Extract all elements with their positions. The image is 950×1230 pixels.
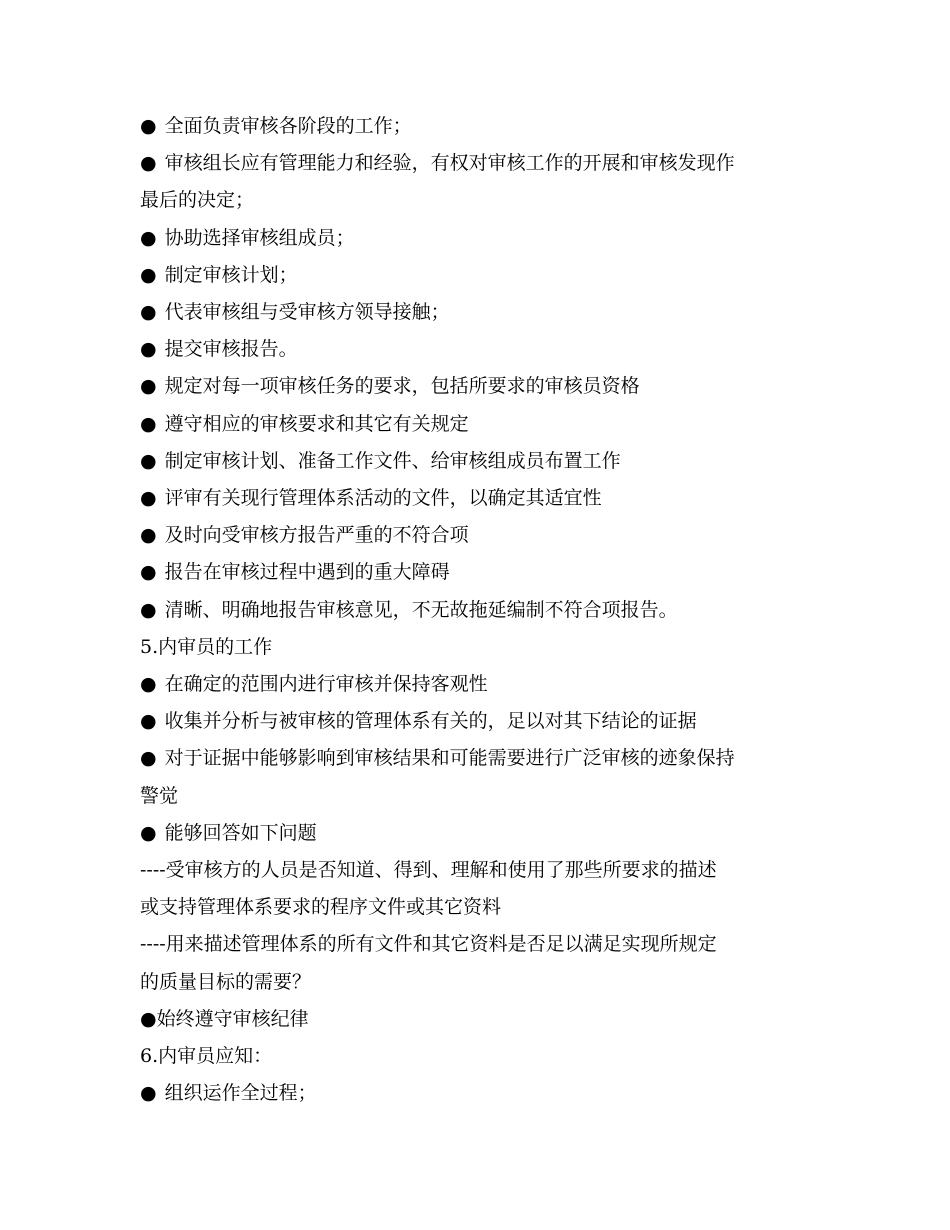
line-text: 清晰、明确地报告审核意见，不无故拖延编制不符合项报告。	[164, 598, 678, 621]
bullet-icon: ●	[140, 1007, 157, 1030]
bullet-icon: ●	[140, 524, 157, 547]
line-text: 报告在审核过程中遇到的重大障碍	[164, 561, 450, 584]
bullet-item	[140, 815, 830, 852]
bullet-icon: ●	[140, 301, 157, 324]
bullet-item	[140, 1075, 830, 1112]
bullet-icon: ●	[140, 598, 157, 621]
bullet-icon: ●	[140, 375, 157, 398]
bullet-icon: ●	[140, 673, 157, 696]
bullet-icon: ●	[140, 412, 157, 435]
line-text: 在确定的范围内进行审核并保持客观性	[164, 673, 488, 696]
bullet-icon: ●	[140, 487, 157, 510]
text-line	[140, 629, 830, 666]
text-line	[140, 852, 830, 889]
bullet-icon: ●	[140, 226, 157, 249]
bullet-item	[140, 406, 830, 443]
line-text: 能够回答如下问题	[164, 821, 317, 844]
line-text: 最后的决定；	[140, 189, 255, 212]
bullet-item	[140, 145, 830, 182]
line-text: 全面负责审核各阶段的工作；	[164, 115, 412, 137]
bullet-icon: ●	[140, 263, 157, 286]
text-line	[140, 1038, 830, 1075]
text-line	[140, 182, 830, 219]
line-text: 遵守相应的审核要求和其它有关规定	[164, 412, 469, 435]
line-text: 审核组长应有管理能力和经验，有权对审核工作的开展和审核发现作	[164, 152, 735, 175]
bullet-icon: ●	[140, 561, 157, 584]
line-text: 5.内审员的工作	[140, 635, 273, 658]
bullet-item	[140, 368, 830, 405]
line-text: 制定审核计划；	[164, 263, 298, 286]
text-line	[140, 778, 830, 815]
bullet-item	[140, 220, 830, 257]
line-text: 6.内审员应知：	[140, 1045, 273, 1068]
bullet-icon: ●	[140, 449, 157, 472]
line-text: ----用来描述管理体系的所有文件和其它资料是否足以满足实现所规定	[140, 933, 717, 956]
line-text: 提交审核报告。	[164, 338, 298, 361]
line-text: 警觉	[140, 784, 179, 807]
line-text: 制定审核计划、准备工作文件、给审核组成员布置工作	[164, 449, 621, 472]
line-text: 对于证据中能够影响到审核结果和可能需要进行广泛审核的迹象保持	[164, 747, 735, 770]
bullet-item	[140, 740, 830, 777]
text-line	[140, 889, 830, 926]
text-line	[140, 926, 830, 963]
bullet-item	[140, 480, 830, 517]
line-text: 评审有关现行管理体系活动的文件，以确定其适宜性	[164, 487, 602, 510]
line-text: ----受审核方的人员是否知道、得到、理解和使用了那些所要求的描述	[140, 859, 717, 882]
line-text: 始终遵守审核纪律	[156, 1007, 309, 1030]
bullet-item	[140, 108, 830, 145]
bullet-item	[140, 592, 830, 629]
bullet-icon: ●	[140, 115, 157, 137]
line-text: 收集并分析与被审核的管理体系有关的，足以对其下结论的证据	[164, 710, 697, 733]
bullet-icon: ●	[140, 747, 157, 770]
bullet-icon: ●	[140, 1082, 157, 1105]
bullet-item	[140, 554, 830, 591]
bullet-icon: ●	[140, 152, 157, 175]
bullet-icon: ●	[140, 710, 157, 733]
line-text: 规定对每一项审核任务的要求，包括所要求的审核员资格	[164, 375, 640, 398]
line-text: 及时向受审核方报告严重的不符合项	[164, 524, 469, 547]
bullet-item	[140, 703, 830, 740]
line-text: 代表审核组与受审核方领导接触；	[164, 301, 450, 324]
document-body	[140, 108, 830, 1112]
bullet-item	[140, 257, 830, 294]
bullet-item	[140, 666, 830, 703]
bullet-icon: ●	[140, 821, 157, 844]
bullet-item	[140, 294, 830, 331]
bullet-icon: ●	[140, 338, 157, 361]
text-line	[140, 964, 830, 1001]
line-text: 组织运作全过程；	[164, 1082, 317, 1105]
line-text: 或支持管理体系要求的程序文件或其它资料	[140, 896, 502, 919]
bullet-item	[140, 1001, 830, 1038]
bullet-item	[140, 443, 830, 480]
line-text: 协助选择审核组成员；	[164, 226, 355, 249]
line-text: 的质量目标的需要？	[140, 970, 312, 993]
bullet-item	[140, 331, 830, 368]
bullet-item	[140, 517, 830, 554]
